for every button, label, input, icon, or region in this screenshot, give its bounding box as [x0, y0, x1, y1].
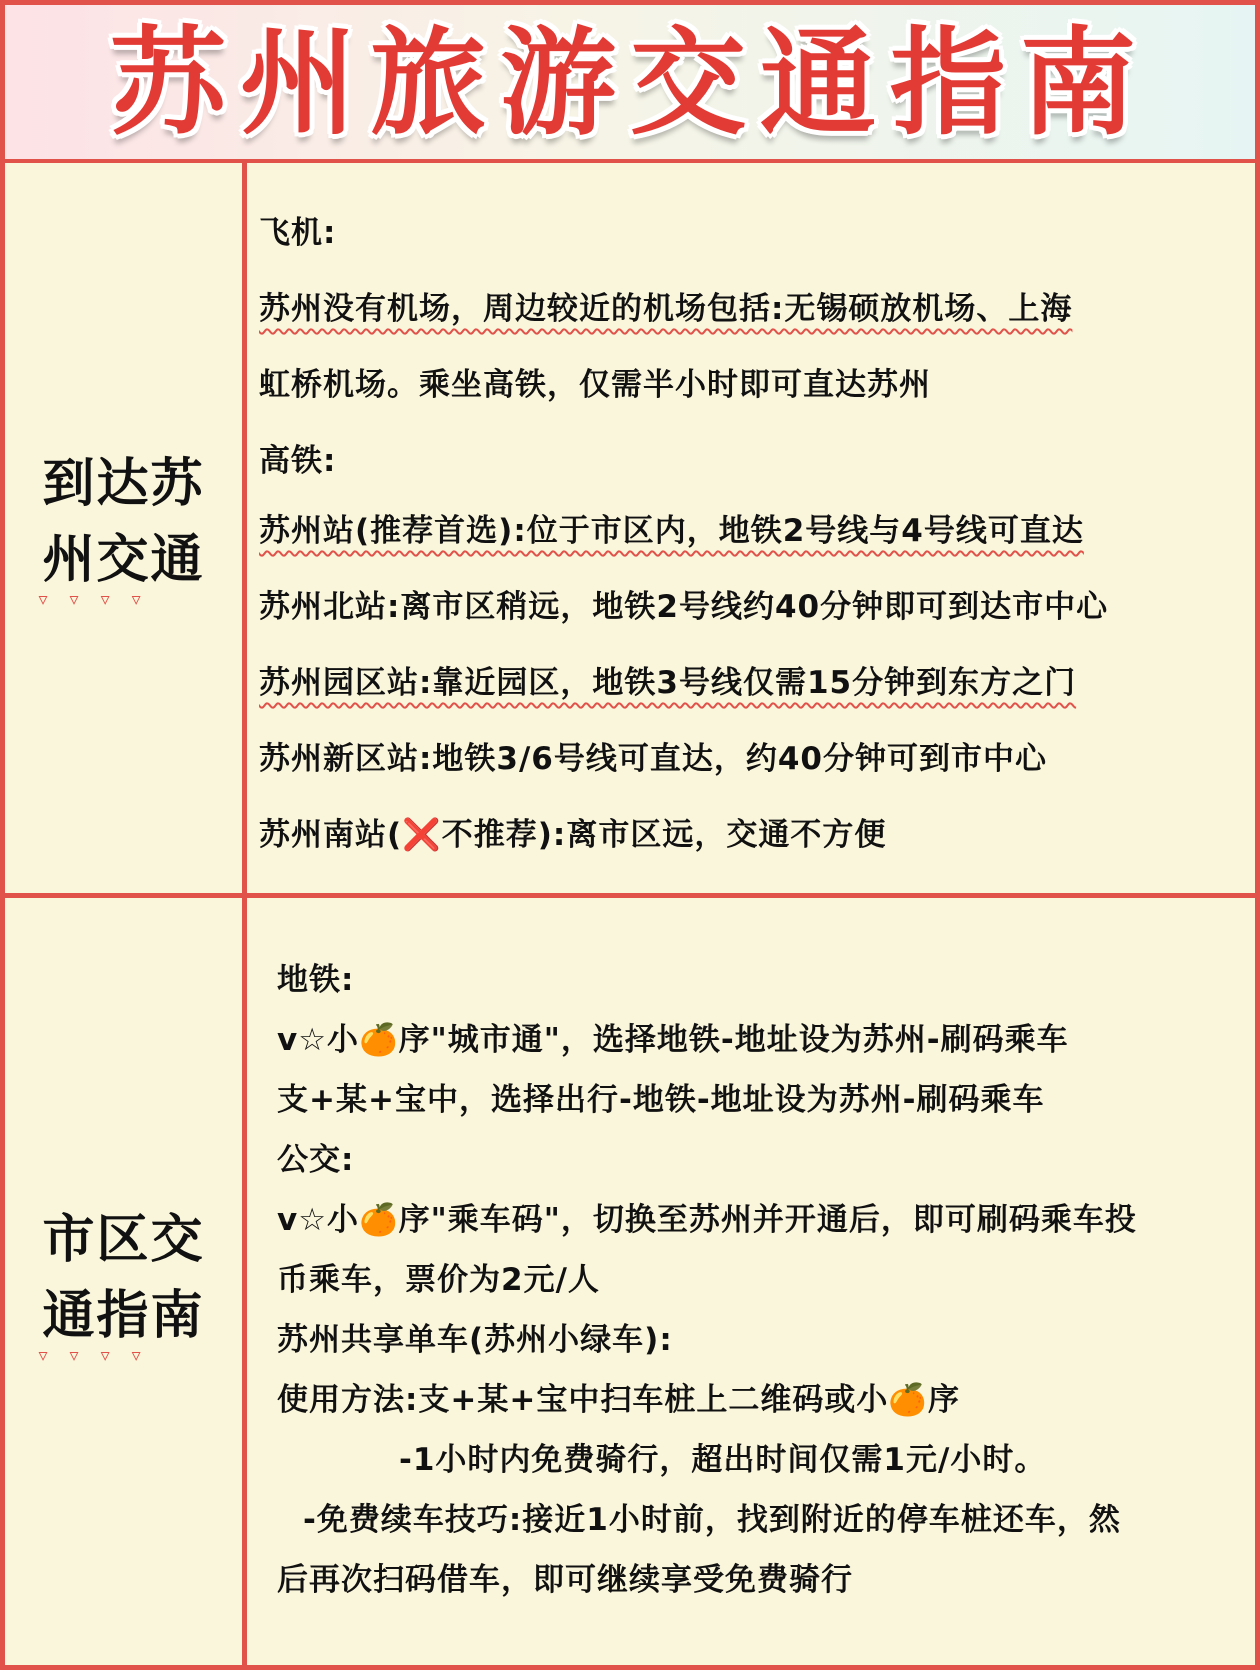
- line-text: 使用方法:支+某+宝中扫车桩上二维码或小🍊序: [277, 1382, 960, 1418]
- text-line: [277, 1018, 1235, 1078]
- text-line: [277, 1438, 1235, 1498]
- line-text: 苏州没有机场，周边较近的机场包括:无锡硕放机场、上海: [259, 291, 1073, 327]
- section-city-label: 市区交通指南: [42, 1210, 205, 1346]
- text-line: [277, 1498, 1235, 1558]
- text-line: [277, 1258, 1235, 1318]
- line-text: 苏州北站:离市区稍远，地铁2号线约40分钟即可到达市中心: [259, 589, 1109, 625]
- emphasis-dots: ▿▿▿▿: [38, 589, 163, 610]
- line-text: 苏州共享单车(苏州小绿车):: [277, 1322, 673, 1358]
- line-text: 虹桥机场。乘坐高铁，仅需半小时即可直达苏州: [259, 367, 931, 403]
- line-text: 苏州站(推荐首选):位于市区内，地铁2号线与4号线可直达: [259, 513, 1084, 549]
- line-text: 飞机:: [259, 215, 337, 251]
- line-text: 地铁:: [277, 962, 355, 998]
- section-city-sidebar: [5, 898, 247, 1670]
- line-text: 高铁:: [259, 443, 337, 479]
- line-text: 苏州新区站:地铁3/6号线可直达，约40分钟可到市中心: [259, 741, 1047, 777]
- line-text: -免费续车技巧:接近1小时前，找到附近的停车桩还车，然: [303, 1502, 1121, 1538]
- section-arrival-label: 到达苏州交通: [42, 454, 205, 590]
- side-label-wrap: [39, 446, 209, 610]
- text-line: [259, 438, 1235, 508]
- page-title: 苏州旅游交通指南: [110, 16, 1150, 151]
- section-arrival-sidebar: [5, 163, 247, 893]
- text-line: [259, 736, 1235, 812]
- line-text: 苏州园区站:靠近园区，地铁3号线仅需15分钟到东方之门: [259, 665, 1077, 701]
- line-text: 苏州南站(❌不推荐):离市区远，交通不方便: [259, 817, 887, 853]
- section-city-content: [247, 898, 1255, 1670]
- line-text: 后再次扫码借车，即可继续享受免费骑行: [277, 1562, 853, 1598]
- text-line: [259, 210, 1235, 286]
- text-line: [259, 286, 1235, 362]
- text-line: [277, 1138, 1235, 1198]
- line-text: 币乘车，票价为2元/人: [277, 1262, 600, 1298]
- line-text: 支+某+宝中，选择出行-地铁-地址设为苏州-刷码乘车: [277, 1082, 1045, 1118]
- text-line: [259, 584, 1235, 660]
- text-line: [259, 362, 1235, 438]
- text-line: [277, 958, 1235, 1018]
- emphasis-dots: ▿▿▿▿: [38, 1345, 163, 1366]
- header-banner: [5, 5, 1255, 163]
- text-line: [277, 1078, 1235, 1138]
- text-line: [259, 660, 1235, 736]
- text-line: [259, 508, 1235, 584]
- text-line: [277, 1198, 1235, 1258]
- text-line: [277, 1558, 1235, 1618]
- line-text: v☆小🍊序"城市通"，选择地铁-地址设为苏州-刷码乘车: [277, 1022, 1069, 1058]
- section-arrival-content: [247, 163, 1255, 893]
- line-text: v☆小🍊序"乘车码"，切换至苏州并开通后，即可刷码乘车投: [277, 1202, 1137, 1238]
- text-line: [277, 1378, 1235, 1438]
- line-text: -1小时内免费骑行，超出时间仅需1元/小时。: [399, 1442, 1047, 1478]
- section-arrival: [5, 163, 1255, 898]
- section-city: [5, 898, 1255, 1670]
- text-line: [259, 812, 1235, 888]
- side-label-wrap: [39, 1202, 209, 1366]
- text-line: [277, 1318, 1235, 1378]
- line-text: 公交:: [277, 1142, 355, 1178]
